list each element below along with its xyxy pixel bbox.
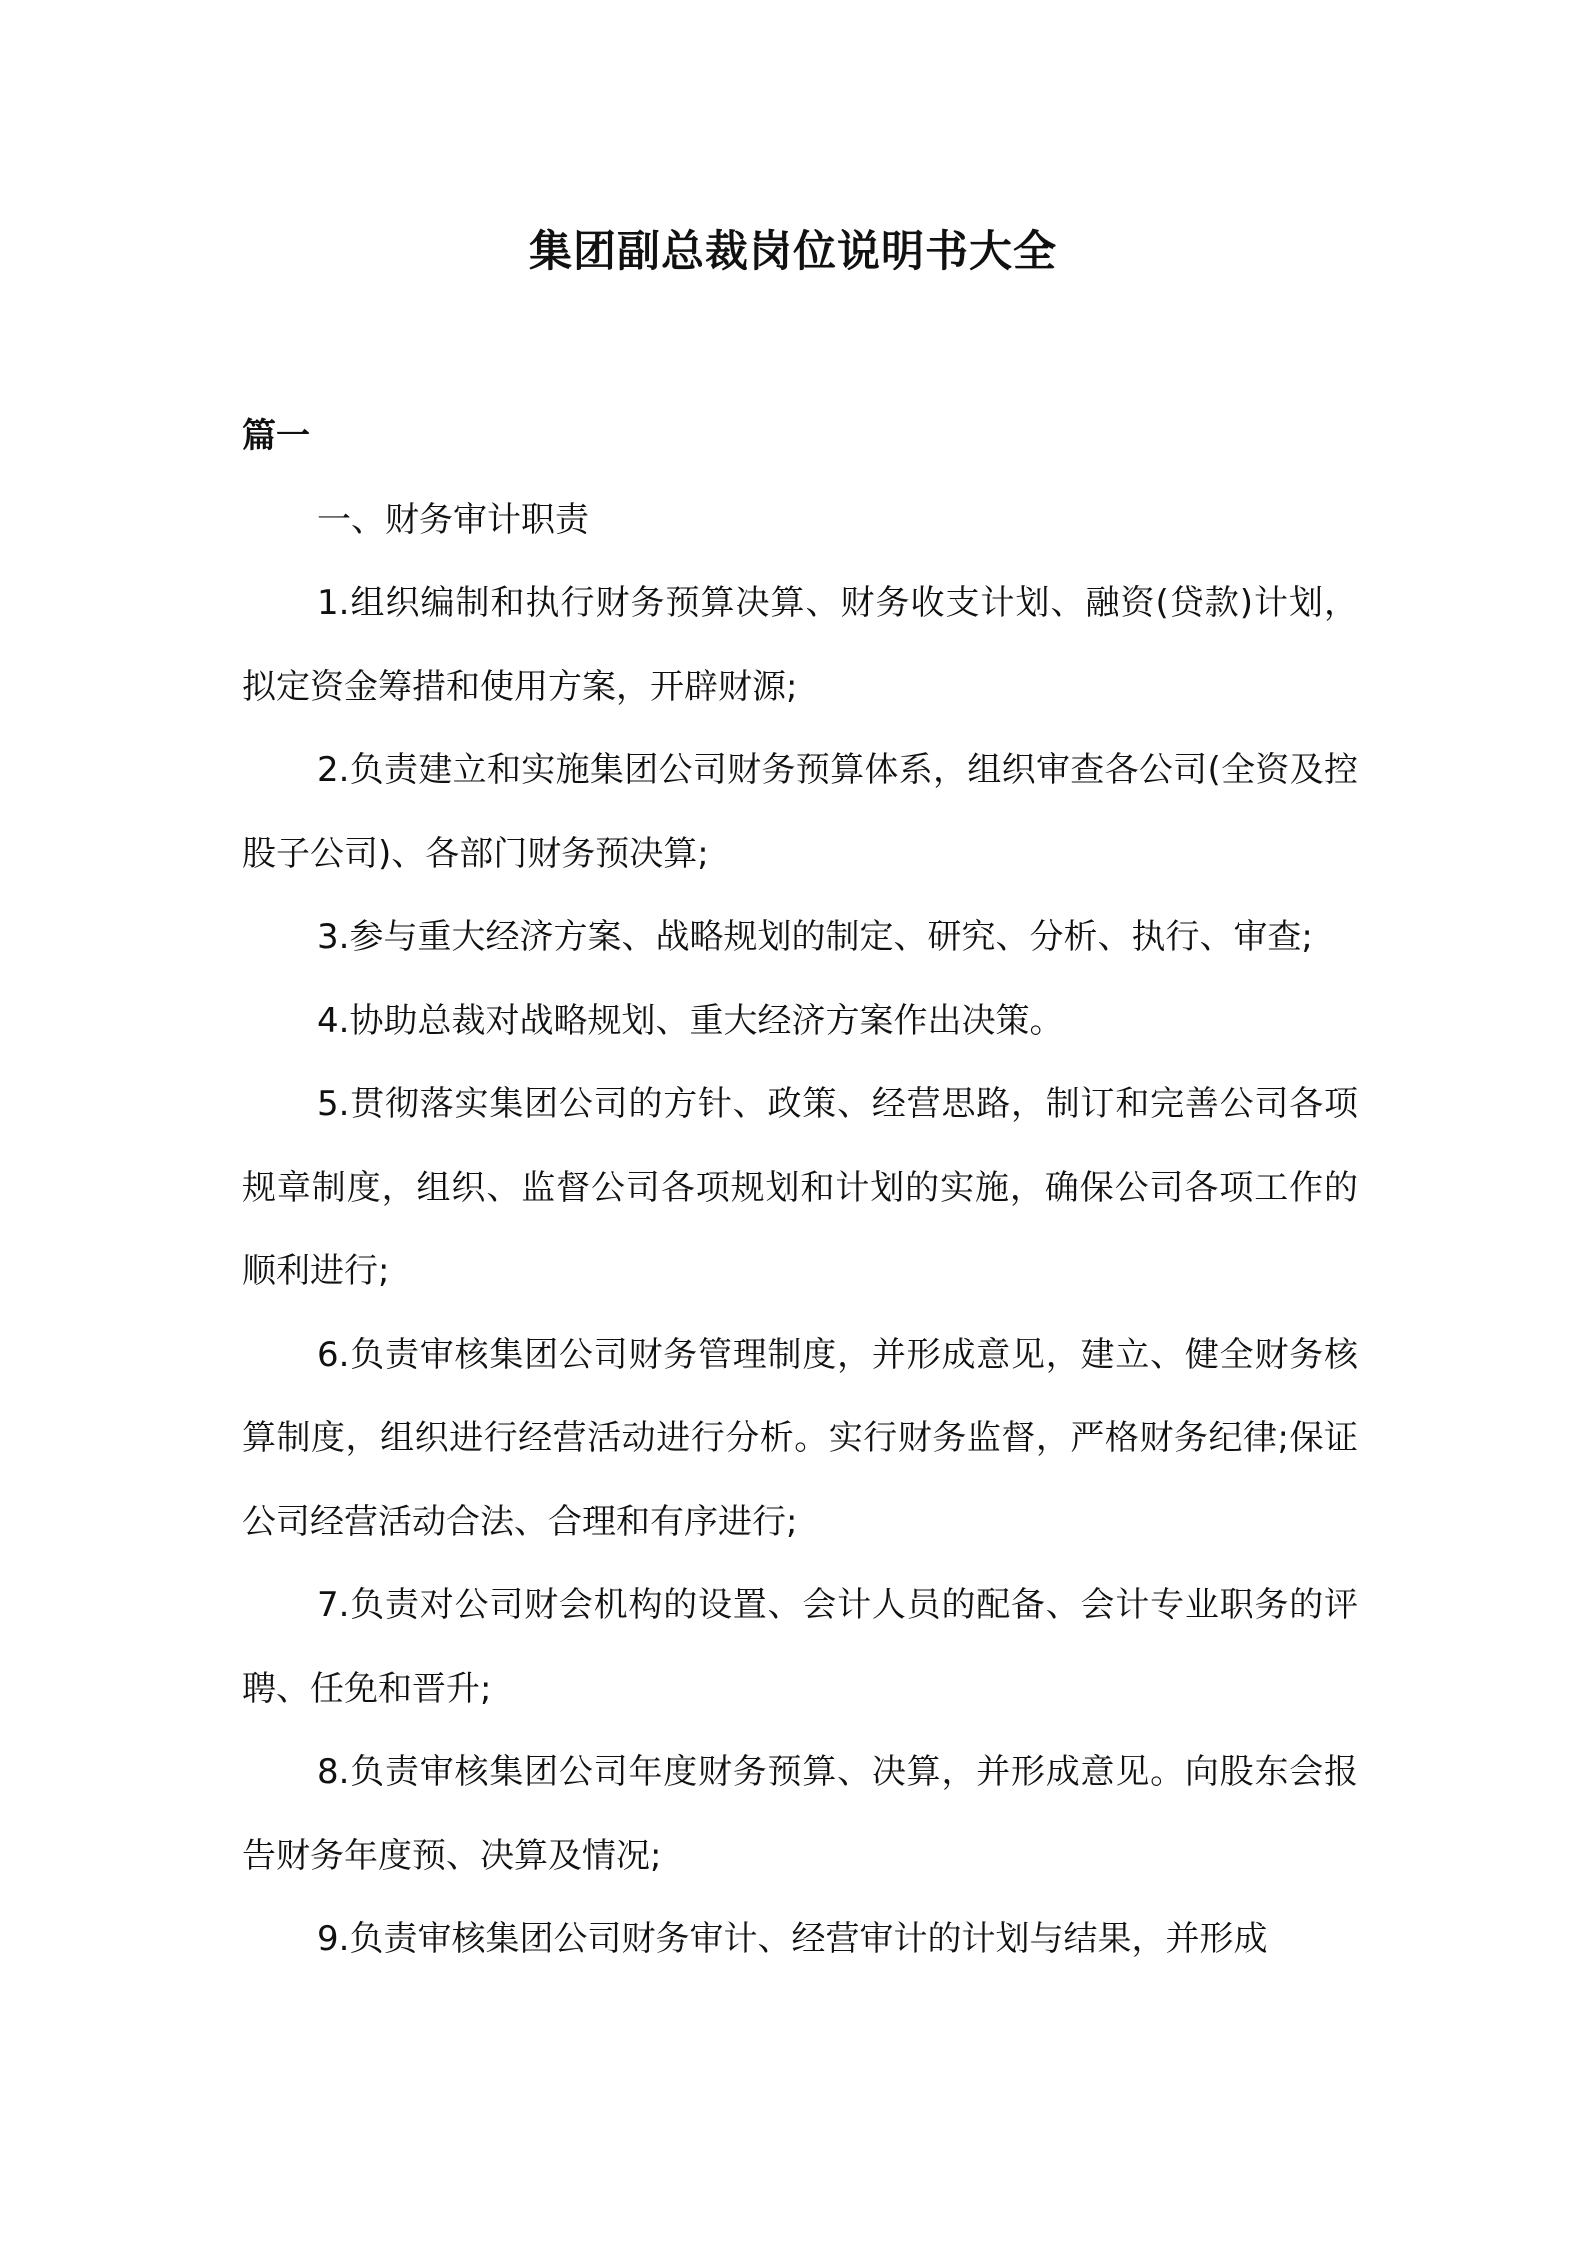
- list-item: 5.贯彻落实集团公司的方针、政策、经营思路，制订和完善公司各项规章制度，组织、监督公司各项规划和计划的实施，确保公司各项工作的顺利进行;: [242, 1084, 1358, 1291]
- section-label: 篇一: [242, 416, 310, 456]
- section-heading: 一、财务审计职责: [317, 499, 589, 540]
- list-item: 9.负责审核集团公司财务审计、经营审计的计划与结果，并形成: [317, 1919, 1268, 1959]
- list-item: 4.协助总裁对战略规划、重大经济方案作出决策。: [317, 1000, 1064, 1041]
- document-body: [242, 395, 1358, 1982]
- document-title: 集团副总裁岗位说明书大全: [529, 227, 1057, 277]
- list-item: 3.参与重大经济方案、战略规划的制定、研究、分析、执行、审查;: [317, 917, 1313, 957]
- list-item: 1.组织编制和执行财务预算决算、财务收支计划、融资(贷款)计划，拟定资金筹措和使用方案，开辟财源;: [242, 583, 1358, 707]
- list-item: 8.负责审核集团公司年度财务预算、决算，并形成意见。向股东会报告财务年度预、决算及情况;: [242, 1752, 1358, 1876]
- list-item: 2.负责建立和实施集团公司财务预算体系，组织审查各公司(全资及控股子公司)、各部门财务预决算;: [242, 750, 1358, 874]
- list-item: 7.负责对公司财会机构的设置、会计人员的配备、会计专业职务的评聘、任免和晋升;: [242, 1585, 1358, 1709]
- list-item: 6.负责审核集团公司财务管理制度，并形成意见，建立、健全财务核算制度，组织进行经营活动进行分析。实行财务监督，严格财务纪律;保证公司经营活动合法、合理和有序进行;: [242, 1334, 1358, 1542]
